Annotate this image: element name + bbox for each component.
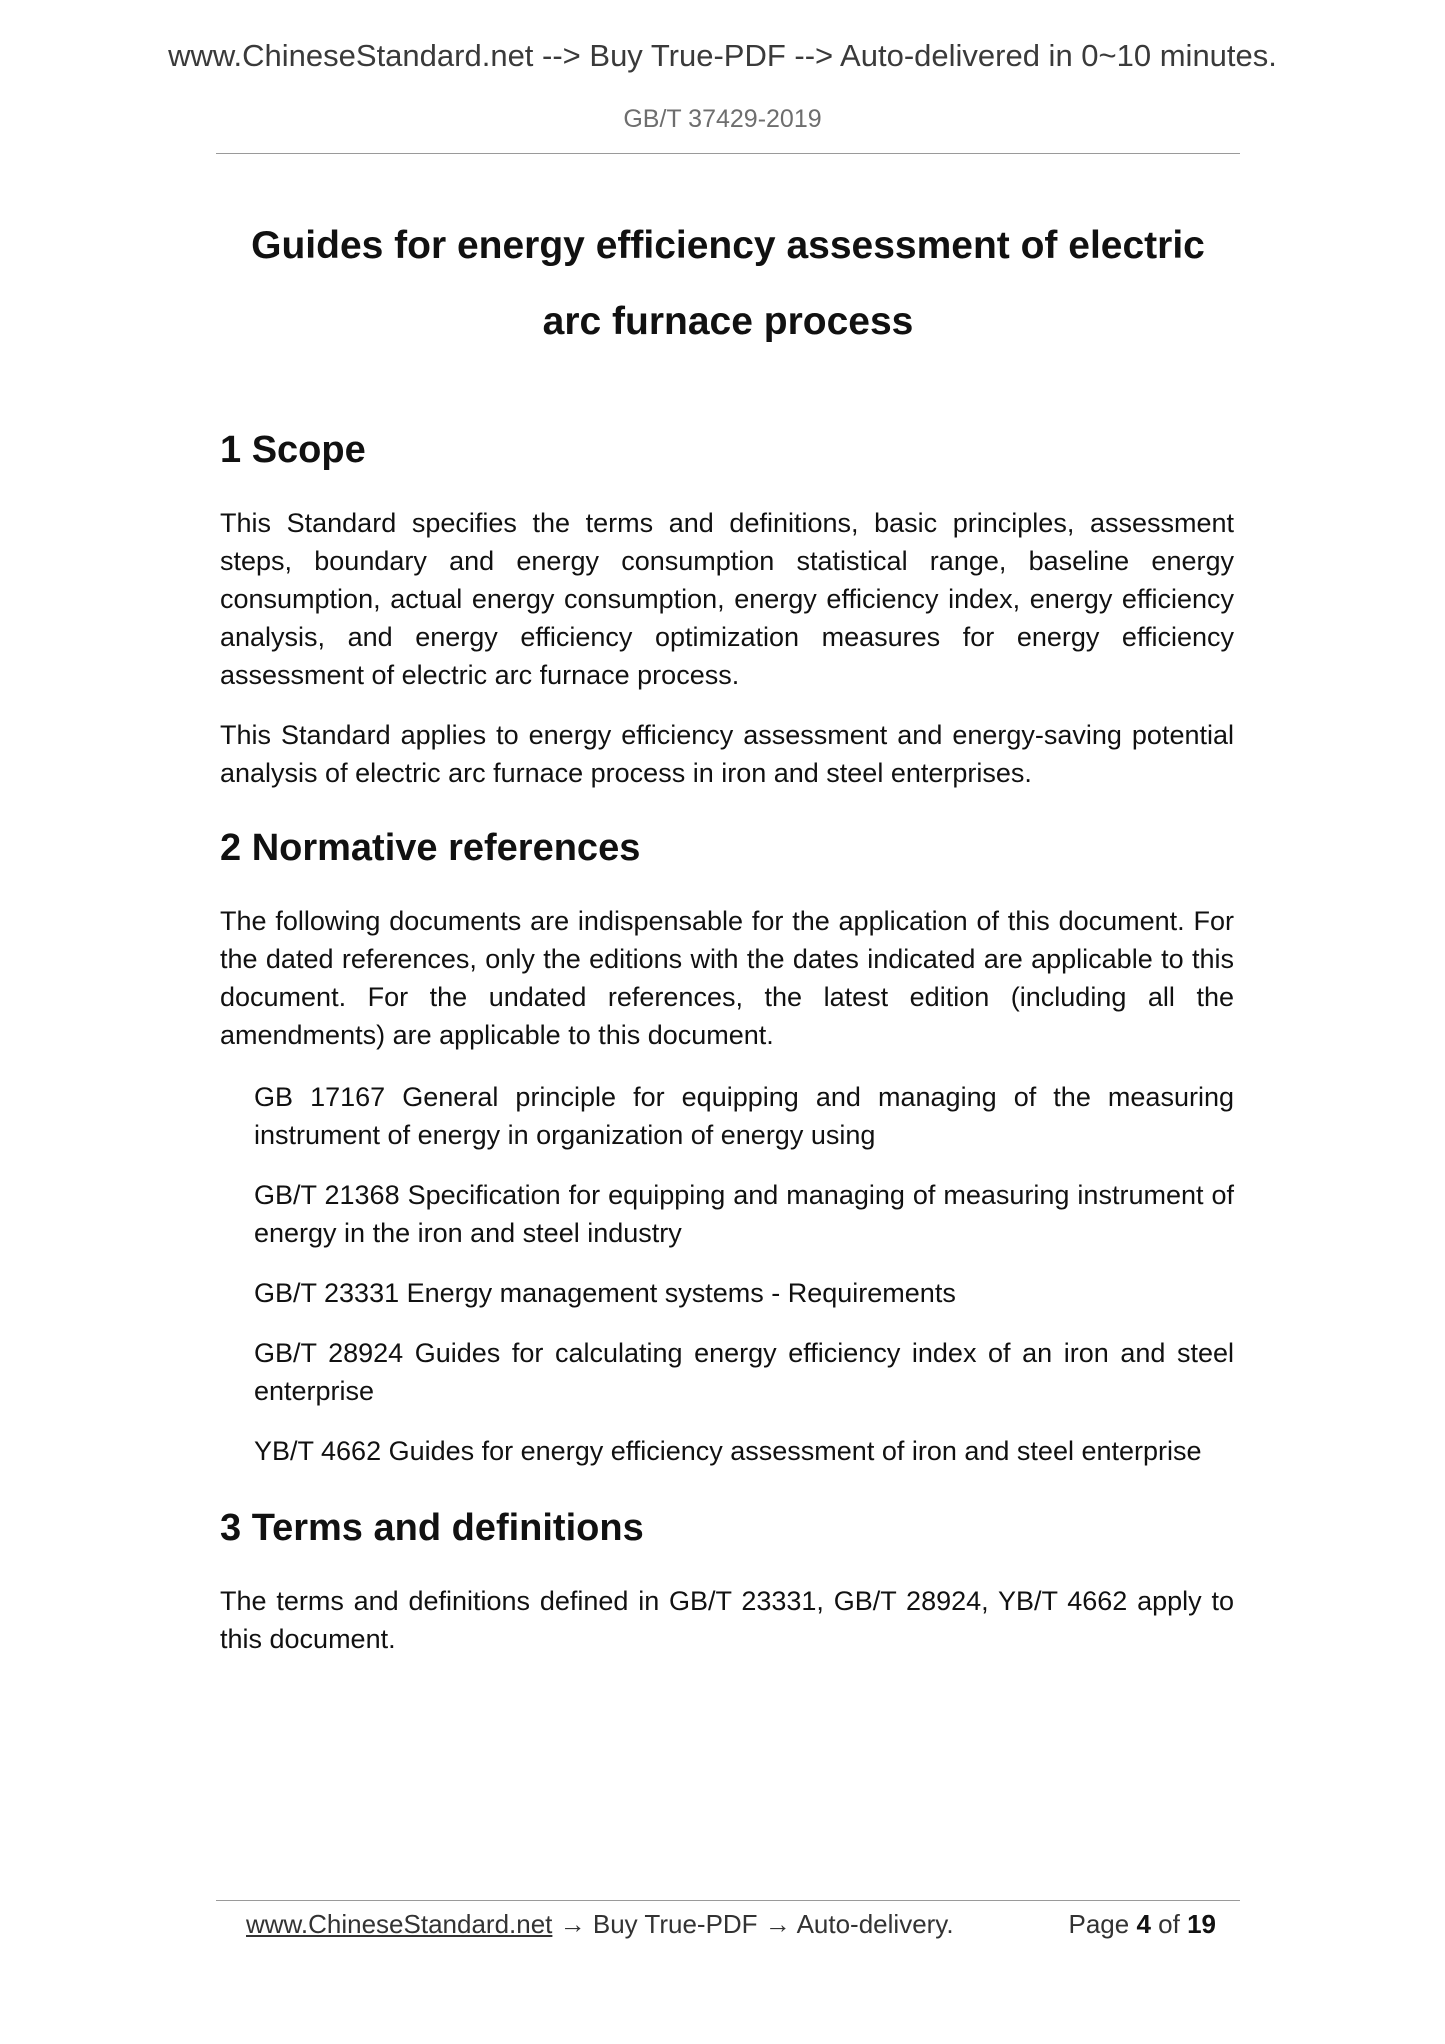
scope-paragraph-1: This Standard specifies the terms and definitions, basic principles, assessment steps, boundary and energy consumption statistical range, baseline energy consumption, actual energy consumption, energy efficiency index, energy efficiency analysis, and energy efficiency optimization measures for energy efficiency assessment of electric arc furnace process. [220,508,1234,690]
document-body [220,420,1234,1658]
scope-paragraph-2: This Standard applies to energy efficiency assessment and energy-saving potential analysis of electric arc furnace process in iron and steel enterprises. [220,720,1234,788]
reference-item-gb-17167: GB 17167 General principle for equipping and managing of the measuring instrument of energy in organization of energy using [254,1082,1234,1150]
document-title [216,208,1240,360]
footer-delivery-text: → Buy True-PDF → Auto-delivery. [552,1909,954,1939]
header-doc-number: GB/T 37429-2019 [623,105,822,133]
title-line-1: Guides for energy efficiency assessment of electric [251,224,1205,267]
page-footer [246,1904,1216,1944]
reference-item-gbt-21368: GB/T 21368 Specification for equipping and managing of measuring instrument of energy in the iron and steel industry [254,1180,1234,1248]
section-heading-scope: 1 Scope [220,429,366,471]
section-heading-normative-references: 2 Normative references [220,827,641,869]
page-total: 19 [1187,1909,1216,1939]
header-banner: www.ChineseStandard.net --> Buy True-PDF --> Auto-delivered in 0~10 minutes. [168,38,1277,73]
normative-references-intro: The following documents are indispensable for the application of this document. For the dated references, only the editions with the dates indicated are applicable to this document. For the undated references, the latest edition (including all the amendments) are applicable to this document. [220,906,1234,1050]
footer-site-link[interactable]: www.ChineseStandard.net [246,1909,553,1939]
reference-list [220,1078,1234,1470]
page-label: Page [1068,1909,1130,1939]
reference-item-gbt-23331: GB/T 23331 Energy management systems - Requirements [254,1278,956,1308]
reference-item-gbt-28924: GB/T 28924 Guides for calculating energy efficiency index of an iron and steel enterprise [254,1338,1234,1406]
footer-divider [216,1900,1240,1901]
header-divider [216,153,1240,154]
title-line-2: arc furnace process [542,300,914,343]
reference-item-ybt-4662: YB/T 4662 Guides for energy efficiency assessment of iron and steel enterprise [254,1436,1202,1466]
page-of-label: of [1158,1909,1180,1939]
page-current: 4 [1136,1909,1151,1939]
page-indicator [1068,1904,1216,1944]
section-heading-terms-and-definitions: 3 Terms and definitions [220,1507,644,1549]
terms-paragraph: The terms and definitions defined in GB/T 23331, GB/T 28924, YB/T 4662 apply to this document. [220,1586,1234,1654]
